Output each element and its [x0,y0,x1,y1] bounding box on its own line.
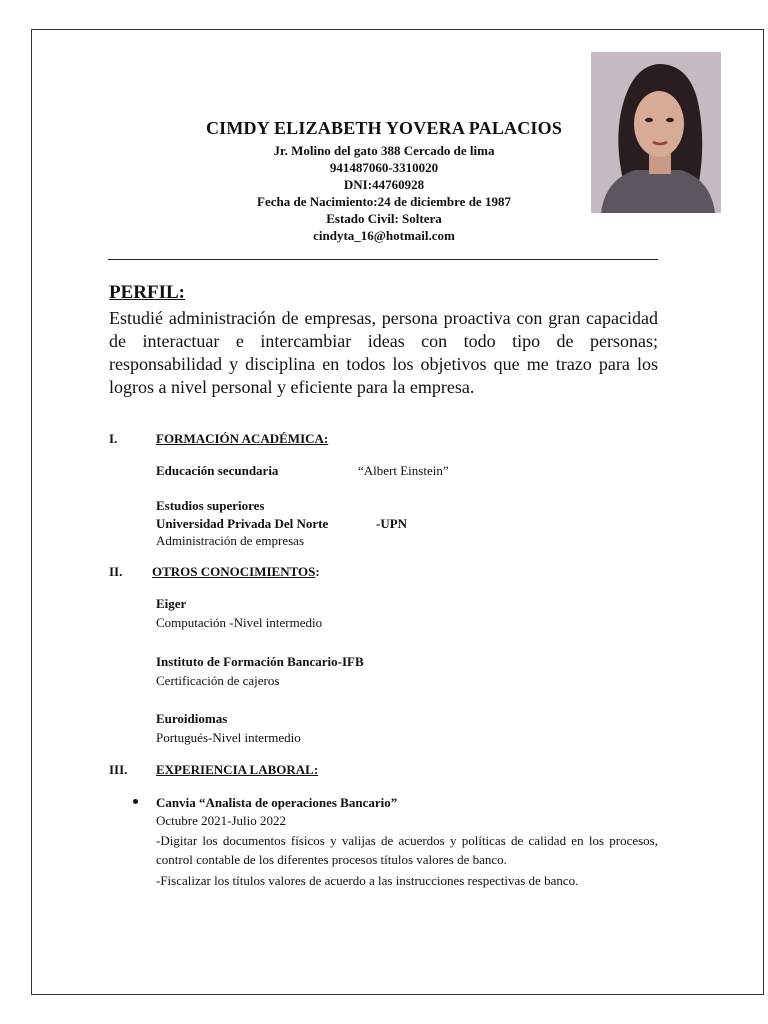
full-name: CIMDY ELIZABETH YOVERA PALACIOS [205,118,563,138]
dni: DNI:44760928 [343,177,425,192]
section-title-education: FORMACIÓN ACADÉMICA: [156,431,329,446]
address: Jr. Molino del gato 388 Cercado de lima [273,143,495,158]
bullet-icon [133,799,138,804]
job-period: Octubre 2021-Julio 2022 [156,813,286,828]
profile-title: PERFIL: [109,282,185,303]
section-title-knowledge: OTROS CONOCIMIENTOS [152,564,316,579]
section-number-education: I. [109,431,118,446]
knowledge-item-detail: Computación -Nivel intermedio [156,615,323,630]
birth-date: Fecha de Nacimiento:24 de diciembre de 1987 [257,194,511,209]
university-abbr: -UPN [376,516,408,531]
phone-numbers: 941487060-3310020 [329,160,439,175]
section-title-experience: EXPERIENCIA LABORAL: [156,762,319,777]
header-divider [108,259,658,260]
section-title-colon: : [315,564,320,579]
job-task: -Fiscalizar los títulos valores de acuerdo a las instrucciones respectivas de banco. [156,873,579,888]
civil-status: Estado Civil: Soltera [326,211,442,226]
higher-label: Estudios superiores [156,498,265,513]
secondary-label: Educación secundaria [156,463,279,478]
knowledge-item-name: Instituto de Formación Bancario-IFB [156,654,364,669]
job-title: Canvia “Analista de operaciones Bancario” [156,795,398,810]
section-number-knowledge: II. [109,564,123,579]
profile-text: Estudié administración de empresas, persona proactiva con gran capacidad de interactuar e intercambiar ideas con todo tipo de personas; responsabilidad y disciplina en todos los objetivos que me trazo para los logros a nivel personal y eficiente para la empresa. [109,308,658,397]
section-number-experience: III. [109,762,128,777]
university: Universidad Privada Del Norte [156,516,329,531]
contact-header [150,118,618,244]
knowledge-item-detail: Portugués-Nivel intermedio [156,730,301,745]
career: Administración de empresas [156,533,305,548]
email: cindyta_16@hotmail.com [313,228,455,243]
secondary-school: “Albert Einstein” [358,463,449,478]
job-task: -Digitar los documentos físicos y valijas de acuerdos y políticas de calidad en los procesos, control contable de los diferentes procesos títulos valores de banco. [156,833,658,867]
knowledge-item-detail: Certificación de cajeros [156,673,280,688]
knowledge-item-name: Euroidiomas [156,711,228,726]
knowledge-item-name: Eiger [156,596,187,611]
